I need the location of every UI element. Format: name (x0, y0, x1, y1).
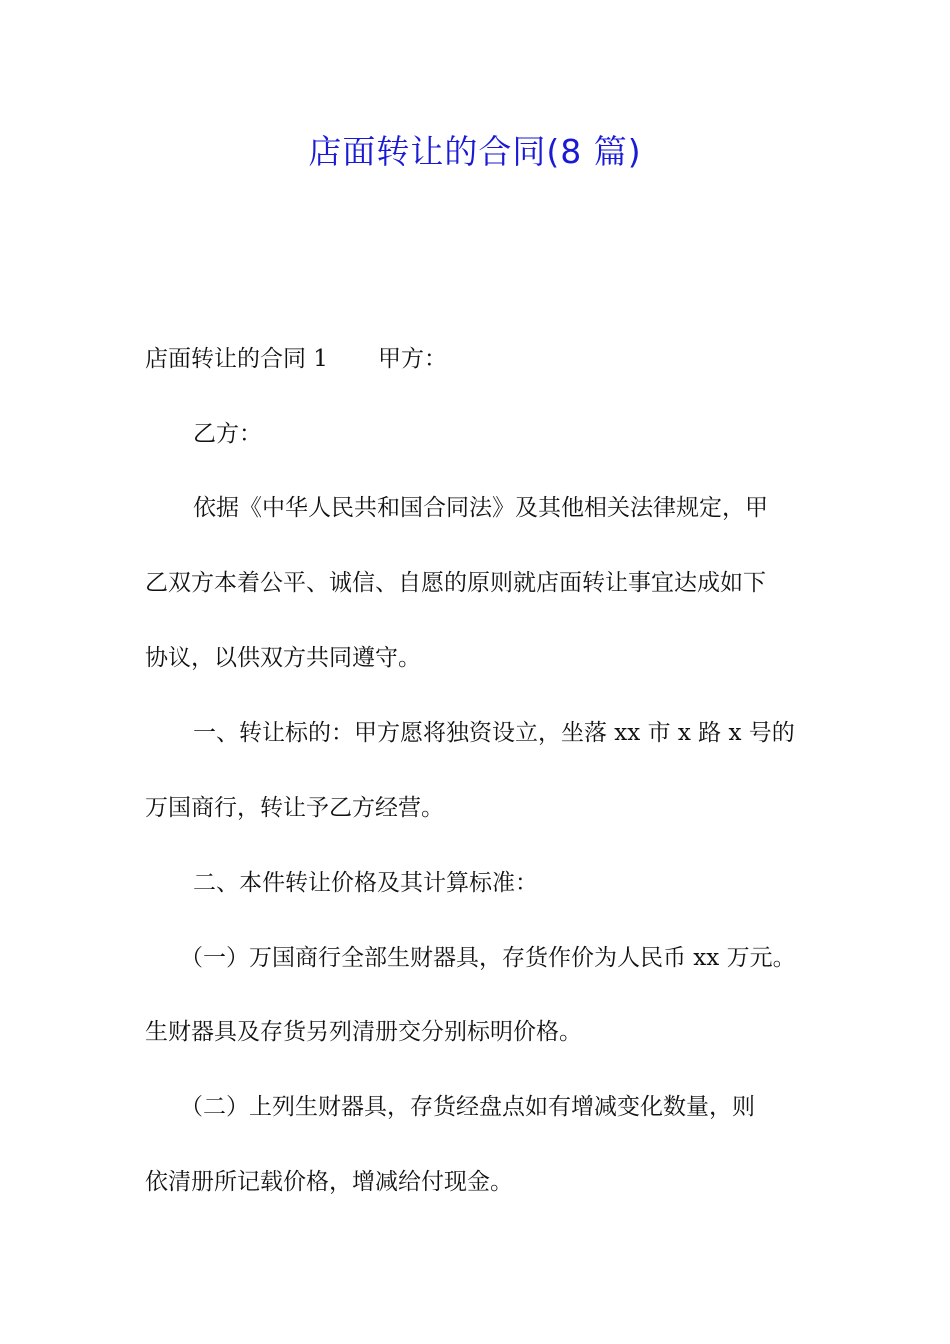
party-b-label: 乙方： (193, 421, 262, 447)
contract-heading: 店面转让的合同 1 (145, 346, 328, 372)
section-heading: 二、本件转让价格及其计算标准： (193, 870, 538, 896)
contract-heading-line (145, 341, 835, 377)
paragraph-line: 生财器具及存货另列清册交分别标明价格。 (145, 1019, 582, 1045)
document-title: 店面转让的合同(8 篇) (308, 132, 642, 171)
paragraph-line: 协议，以供双方共同遵守。 (145, 645, 421, 671)
paragraph-line: 依据《中华人民共和国合同法》及其他相关法律规定，甲 (193, 495, 768, 521)
paragraph-line: 一、转让标的：甲方愿将独资设立，坐落 xx 市 x 路 x 号的 (193, 720, 795, 746)
paragraph-line: （二）上列生财器具，存货经盘点如有增减变化数量，则 (180, 1094, 755, 1120)
paragraph-line: 万国商行，转让予乙方经营。 (145, 795, 444, 821)
paragraph-line: 依清册所记载价格，增减给付现金。 (145, 1169, 513, 1195)
paragraph-line: （一）万国商行全部生财器具，存货作价为人民币 xx 万元。 (180, 945, 796, 971)
paragraph-line: 乙双方本着公平、诚信、自愿的原则就店面转让事宜达成如下 (145, 570, 766, 596)
party-a-label: 甲方： (377, 346, 447, 372)
